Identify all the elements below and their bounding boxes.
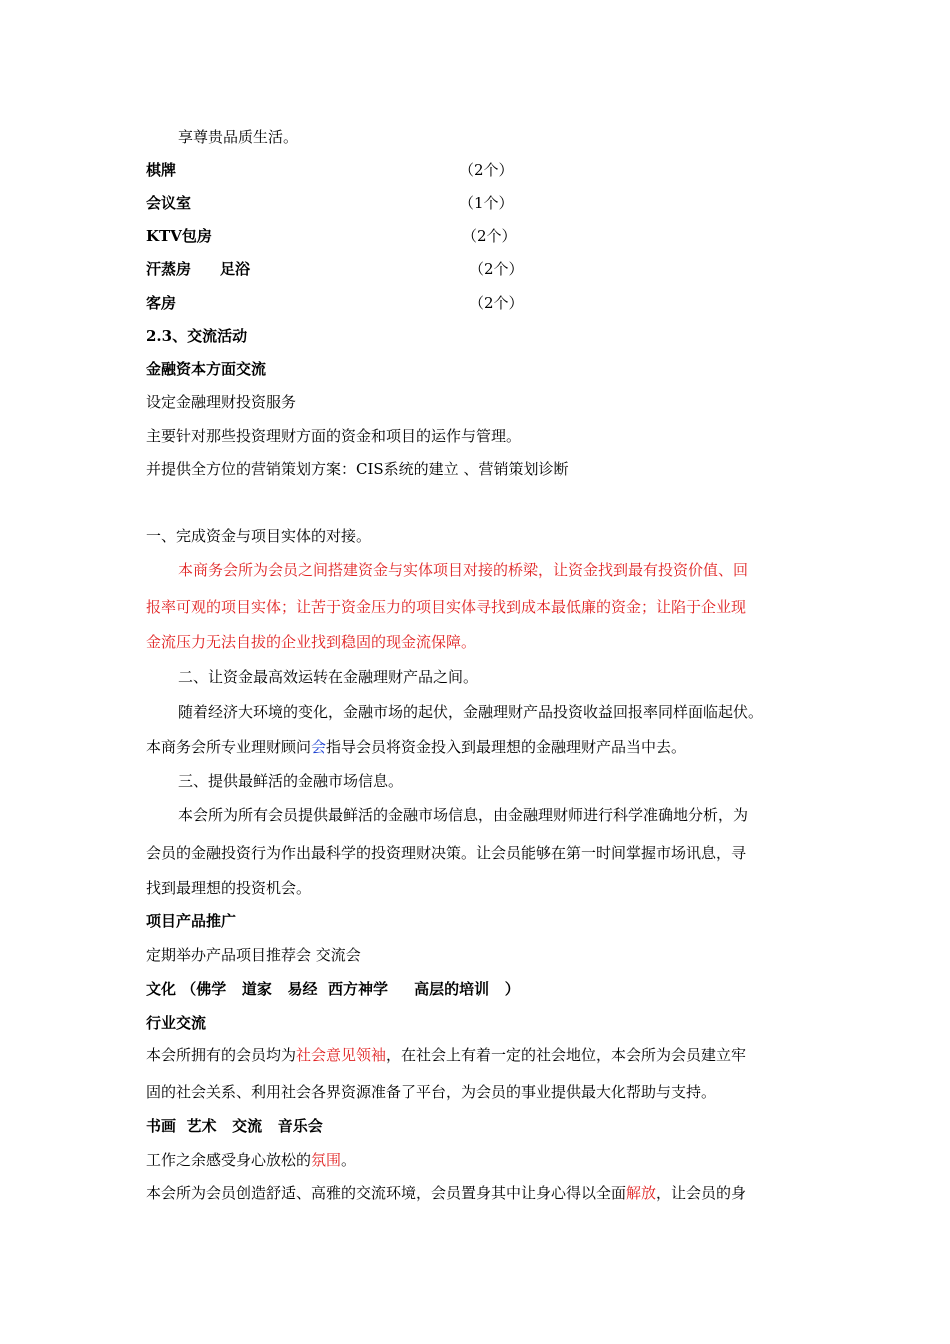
industry-body: 固的社会关系、利用社会各界资源准备了平台，为会员的事业提供最大化帮助与支持。 [146,1083,717,1101]
arts-text: 本会所为会员创造舒适、高雅的交流环境，会员置身其中让身心得以全面 [146,1184,627,1202]
facility-name: KTV包房 [146,227,212,245]
facility-name: 会议室 [146,194,192,212]
highlight-text: 解放 [626,1184,657,1202]
point3-body: 找到最理想的投资机会。 [146,879,312,897]
industry-body [146,1045,746,1065]
arts-text: 工作之余感受身心放松的 [146,1151,312,1169]
arts-body [146,1150,356,1170]
facility-count: （1个） [459,194,514,212]
finance-heading: 金融资本方面交流 [146,360,267,378]
point3-title: 三、提供最鲜活的金融市场信息。 [178,772,404,790]
point2-text: 本商务会所专业理财顾问 [146,738,312,756]
finance-line: 设定金融理财投资服务 [146,393,297,411]
arts-text: ，让会员的身 [656,1184,747,1202]
intro-text: 享尊贵品质生活。 [178,128,299,146]
project-line: 定期举办产品项目推荐会 交流会 [146,946,361,964]
point3-body: 本会所为所有会员提供最鲜活的金融市场信息，由金融理财师进行科学准确地分析，为 [178,806,749,824]
highlight-text: 氛围 [311,1151,342,1169]
culture-heading: 文化 （佛学 道家 易经 西方神学 高层的培训 ） [146,980,520,998]
industry-text: ，在社会上有着一定的社会地位，本会所为会员建立牢 [386,1046,747,1064]
highlight-text: 社会意见领袖 [296,1046,387,1064]
point1-title: 一、完成资金与项目实体的对接。 [146,527,372,545]
highlight-text: 会 [311,738,327,756]
facility-count: （2个） [459,161,514,179]
point1-body: 报率可观的项目实体；让苦于资金压力的项目实体寻找到成本最低廉的资金；让陷于企业现 [146,598,747,616]
facility-name: 汗蒸房 [146,260,192,278]
point2-title: 二、让资金最高效运转在金融理财产品之间。 [178,668,479,686]
finance-line: 并提供全方位的营销策划方案：CIS系统的建立 、营销策划诊断 [146,460,569,478]
point1-body: 金流压力无法自拔的企业找到稳固的现金流保障。 [146,633,477,651]
point2-text: 指导会员将资金投入到最理想的金融理财产品当中去。 [326,738,687,756]
point3-body: 会员的金融投资行为作出最科学的投资理财决策。让会员能够在第一时间掌握市场讯息，寻 [146,844,747,862]
facility-count: （2个） [469,294,524,312]
facility-count: （2个） [462,227,517,245]
arts-heading: 书画 艺术 交流 音乐会 [146,1117,323,1135]
arts-text: 。 [341,1151,357,1169]
finance-line: 主要针对那些投资理财方面的资金和项目的运作与管理。 [146,427,522,445]
facility-name: 棋牌 [146,161,177,179]
point1-body: 本商务会所为会员之间搭建资金与实体项目对接的桥梁，让资金找到最有投资价值、回 [178,561,749,579]
project-heading: 项目产品推广 [146,912,237,930]
facility-count: （2个） [469,260,524,278]
section-heading: 2.3、交流活动 [146,327,248,345]
industry-heading: 行业交流 [146,1014,207,1032]
arts-body [146,1183,746,1203]
facility-name: 客房 [146,294,177,312]
industry-text: 本会所拥有的会员均为 [146,1046,297,1064]
point2-body [146,737,686,757]
point2-body: 随着经济大环境的变化，金融市场的起伏，金融理财产品投资收益回报率同样面临起伏。 [178,703,764,721]
facility-name-secondary: 足浴 [220,260,251,278]
